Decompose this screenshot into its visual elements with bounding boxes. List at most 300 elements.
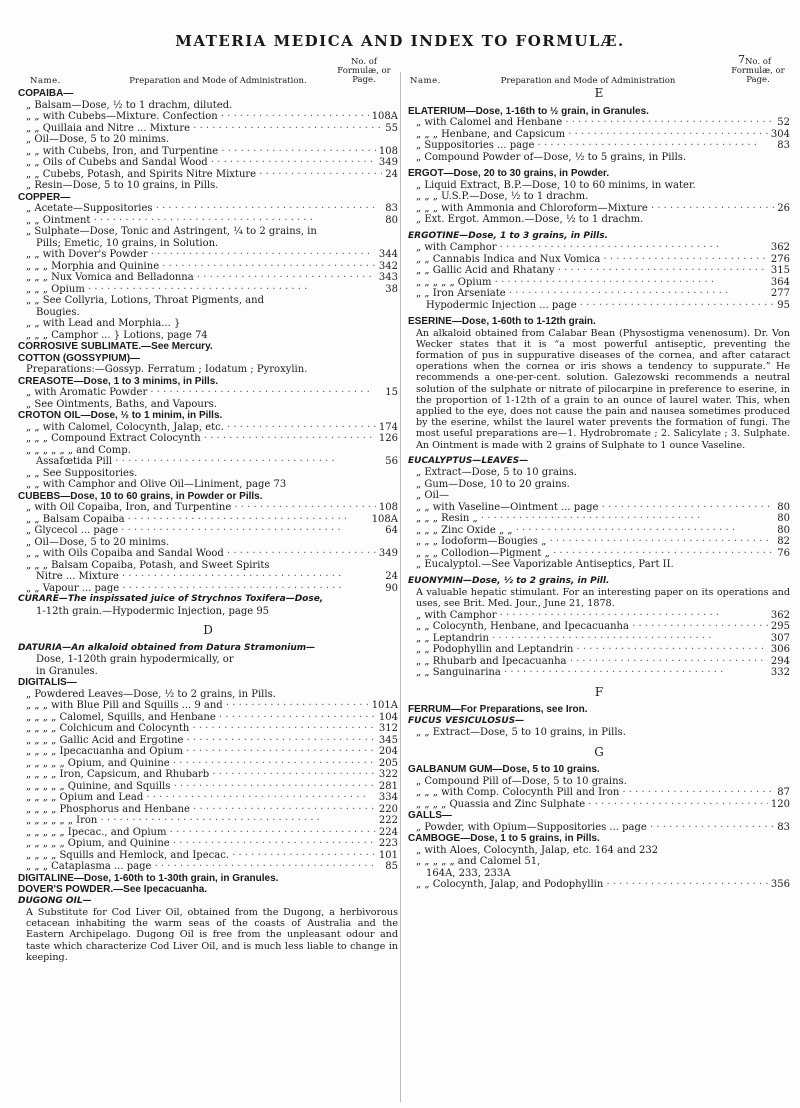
entry-reference: 64 [382, 525, 398, 537]
index-entry [18, 284, 398, 296]
entry-text: „ with Camphor · · [416, 610, 790, 622]
entry-text: „ „ „ „ Phosphorus and Henbane · · [26, 804, 398, 816]
index-entry [18, 364, 398, 376]
entry-text: DIGITALIS— [18, 677, 77, 688]
index-entry [18, 226, 398, 238]
entry-text: ELATERIUM—Dose, 1-16th to ½ grain, in Granules. [408, 105, 649, 117]
entry-text: „ „ Ointment · · [26, 215, 398, 227]
index-entry [408, 536, 790, 548]
index-entry [408, 833, 790, 845]
index-entry [18, 850, 398, 862]
page-title: MATERIA MEDICA AND INDEX TO FORMULÆ. [175, 32, 625, 50]
entry-reference: 223 [376, 838, 398, 850]
index-entry [408, 656, 790, 668]
section-letter-e: E [594, 86, 604, 100]
index-entry [18, 594, 398, 606]
index-entry [408, 845, 790, 857]
entry-reference: 304 [768, 129, 790, 141]
index-entry [18, 88, 398, 100]
index-entry [18, 134, 398, 146]
index-entry [18, 677, 398, 689]
entry-reference: 101 [376, 850, 398, 862]
entry-text: „ „ „ Resin „ · · [416, 513, 790, 525]
entry-reference: 332 [768, 667, 790, 679]
index-entry [18, 502, 398, 514]
index-entry [408, 822, 790, 834]
entry-text: „ „ Oils of Cubebs and Sandal Wood · · [26, 157, 398, 169]
index-entry [18, 456, 398, 468]
entry-reference: 281 [376, 781, 398, 793]
entry-text: „ „ Cannabis Indica and Nux Vomica · · [416, 254, 790, 266]
section-letter-f: F [594, 684, 604, 699]
index-entry [18, 804, 398, 816]
index-entry [408, 152, 790, 164]
entry-text: EUONYMIN—Dose, ½ to 2 grains, in Pill. [408, 575, 610, 586]
entry-text: „ „ „ „ Opium and Lead · · [26, 792, 398, 804]
entry-text: COPPER— [18, 191, 71, 203]
entry-reference: 307 [768, 633, 790, 645]
index-entry [18, 307, 398, 319]
entry-text: „ „ „ Morphia and Quinine · · [26, 261, 398, 273]
index-entry [408, 667, 790, 679]
index-entry [408, 106, 790, 118]
index-entry [18, 387, 398, 399]
index-entry [408, 868, 790, 880]
entry-reference: 342 [376, 261, 398, 273]
entry-text: „ Compound Pill of—Dose, 5 to 10 grains. [416, 775, 627, 787]
header-mode: Preparation and Mode of Administration. [129, 76, 307, 86]
index-entry [18, 769, 398, 781]
entry-text: „ „ Gallic Acid and Rhatany · · [416, 265, 790, 277]
entry-text: „ „ „ U.S.P.—Dose, ½ to 1 drachm. [416, 191, 589, 202]
entries-c [18, 88, 398, 617]
entry-reference: 362 [768, 242, 790, 254]
entry-text: „ „ with Cubebs, Iron, and Turpentine · · [26, 146, 398, 158]
entry-text: EUCALYPTUS—LEAVES— [408, 455, 529, 466]
entry-text: „ „ Colocynth, Henbane, and Ipecacuanha · · [416, 621, 790, 633]
entry-reference: 108A [369, 514, 398, 526]
index-entry [18, 896, 398, 908]
entry-text: „ „ „ „ „ Quinine, and Squills · · [26, 781, 398, 793]
entry-text: „ „ „ „ Gallic Acid and Ergotine · · [26, 735, 398, 747]
entry-text: „ Oil—Dose, 5 to 20 minims. [26, 134, 170, 145]
entry-text: „ „ with Oils Copaiba and Sandal Wood · · [26, 548, 398, 560]
entry-text: COTTON (GOSSYPIUM)— [18, 352, 141, 364]
entry-reference: 108 [376, 502, 398, 514]
entry-text: „ „ „ „ „ „ and Comp. [26, 444, 131, 456]
index-entry [18, 838, 398, 850]
index-entry [18, 735, 398, 747]
entry-reference: 349 [376, 548, 398, 560]
entry-reference: 174 [376, 422, 398, 434]
entry-reference: 80 [382, 215, 398, 227]
entry-text: „ Acetate—Suppositories · · [26, 203, 398, 215]
entry-text: „ „ „ with Ammonia and Chloroform—Mixture · · [416, 203, 790, 215]
entry-text: „ „ Leptandrin · · [416, 633, 790, 645]
index-entry [18, 157, 398, 169]
index-entry [408, 621, 790, 633]
index-entry [18, 548, 398, 560]
entry-reference: 344 [376, 249, 398, 261]
index-entry [18, 827, 398, 839]
entry-text: „ Ext. Ergot. Ammon.—Dose, ½ to 1 drachm. [416, 214, 644, 225]
entry-text: Preparations:—Gossyp. Ferratum ; Iodatum ; Pyroxylin. [26, 364, 308, 375]
entries-d [18, 643, 398, 908]
entry-reference: 108A [369, 111, 398, 123]
index-entry [18, 700, 398, 712]
entry-text: „ „ „ „ Calomel, Squills, and Henbane · · [26, 712, 398, 724]
entry-text: „ with Oil Copaiba, Iron, and Turpentine · · [26, 502, 398, 514]
index-entry [18, 238, 398, 250]
entry-text: „ Compound Powder of—Dose, ½ to 5 grains, in Pills. [416, 151, 687, 163]
index-entry [18, 261, 398, 273]
entry-text: ESERINE—Dose, 1-60th to 1-12th grain. [408, 316, 596, 327]
entry-text: DUGONG OIL— [18, 895, 92, 906]
entry-text: „ „ „ Opium · · [26, 284, 398, 296]
entry-text: „ „ Extract—Dose, 5 to 10 grains, in Pills. [416, 727, 626, 739]
entry-text: „ „ „ Zinc Oxide „ „ · · [416, 525, 790, 537]
index-entry [408, 456, 790, 468]
entry-text: ERGOT—Dose, 20 to 30 grains, in Powder. [408, 168, 610, 179]
entry-text: „ „ „ „ „ and Calomel 51, [416, 856, 541, 868]
entry-text: DATURIA—An alkaloid obtained from Datura Stramonium— [18, 642, 316, 653]
entry-text: FUCUS VESICULOSUS— [408, 715, 525, 726]
entry-reference: 277 [768, 288, 790, 300]
entry-reference: 108 [376, 146, 398, 158]
entry-text: „ Extract—Dose, 5 to 10 grains. [416, 467, 577, 479]
entry-reference: 24 [382, 571, 398, 583]
index-entry [18, 111, 398, 123]
index-entry [18, 525, 398, 537]
entry-text: „ „ Rhubarb and Ipecacuanha · · [416, 656, 790, 668]
entry-reference: 345 [376, 735, 398, 747]
entry-text: „ Balsam—Dose, ½ to 1 drachm, diluted. [26, 99, 233, 111]
index-entry [18, 215, 398, 227]
entry-text: 1-12th grain.—Hypodermic Injection, page 95 [36, 605, 270, 617]
entry-text: CREASOTE—Dose, 1 to 3 minims, in Pills. [18, 375, 219, 387]
entry-text: CUBEBS—Dose, 10 to 60 grains, in Powder or Pills. [18, 490, 263, 502]
header-name: Name. [410, 76, 441, 86]
index-entry [18, 272, 398, 284]
entry-text: CROTON OIL—Dose, ½ to 1 minim, in Pills. [18, 410, 223, 421]
entry-reference: 343 [376, 272, 398, 284]
entry-text: „ Suppositories ... page · · [416, 140, 790, 152]
entry-text: „ „ with Lead and Morphia... } [26, 318, 181, 329]
entry-text: „ „ „ „ Colchicum and Colocynth · · [26, 723, 398, 735]
entry-text: Bougies. [36, 306, 80, 318]
index-entry [408, 727, 790, 739]
index-entry [18, 169, 398, 181]
index-entry [18, 479, 398, 491]
entry-text: „ „ „ „ „ Ipecac., and Opium · · [26, 827, 398, 839]
index-entry [18, 180, 398, 192]
index-entry [18, 583, 398, 595]
right-column [408, 58, 790, 891]
index-entry [18, 399, 398, 411]
index-entry [408, 203, 790, 215]
index-entry [408, 576, 790, 588]
entry-reference: 205 [376, 758, 398, 770]
entries-e [408, 106, 790, 328]
entry-text: „ „ „ „ Quassia and Zinc Sulphate · · [416, 799, 790, 811]
entry-text: „ with Camphor · · [416, 242, 790, 254]
entry-reference: 87 [774, 787, 790, 799]
entry-reference: 90 [382, 583, 398, 595]
entry-text: „ „ with Calomel, Colocynth, Jalap, etc. · · [26, 422, 398, 434]
entry-text: „ with Calomel and Henbane · · [416, 117, 790, 129]
entry-text: „ with Aloes, Colocynth, Jalap, etc. 164 and 232 [416, 844, 659, 856]
index-entry [18, 330, 398, 342]
index-entry [18, 491, 398, 503]
entry-text: „ Oil—Dose, 5 to 20 minims. [26, 536, 170, 548]
entry-reference: 364 [768, 277, 790, 289]
entry-text: „ Liquid Extract, B.P.—Dose, 10 to 60 minims, in water. [416, 179, 696, 191]
entry-text: „ „ Iron Arseniate · · [416, 288, 790, 300]
index-entry [18, 571, 398, 583]
entry-text: „ See Ointments, Baths, and Vapours. [26, 398, 217, 410]
entry-reference: 24 [382, 169, 398, 181]
entry-text: Hypodermic Injection ... page · · [426, 300, 790, 312]
entry-reference: 126 [376, 433, 398, 445]
index-entry [408, 704, 790, 716]
entry-text: „ „ Sanguinarina · · [416, 667, 790, 679]
entry-reference: 38 [382, 284, 398, 296]
entry-reference: 95 [774, 300, 790, 312]
index-entry [408, 856, 790, 868]
entry-text: CAMBOGE—Dose, 1 to 5 grains, in Pills. [408, 833, 600, 845]
entry-reference: 362 [768, 610, 790, 622]
entry-reference: 80 [774, 525, 790, 537]
entry-reference: 101A [369, 700, 398, 712]
index-entry [408, 502, 790, 514]
index-entry [18, 643, 398, 655]
eserine-description: An alkaloid obtained from Calabar Bean (Physostigma venenosum). Dr. Von Wecker states that it is “a most powerful antiseptic, preventing the formation of pus in suppurative diseases of the cornea, and after cataract operations when the cornea or iris shows a tendency to suppurate.” He recommends a one-per-cent. solution. Galezowski recommends a neutral solution of the sulphate or nitrate of pilocarpine in preference to eserine, in the proportion of 1-12th of a grain to an ounce of laurel water. This, when applied to the eye, does not cause the pain and nausea sometimes produced by the eserine, whilst the laurel water prevents the formation of fungi. The most useful preparations are—1. Hydrobromate ; 2. Salicylate ; 3. Sulphate. An Ointment is made with 2 grains of Sulphate to 1 ounce Vaseline. [416, 327, 790, 451]
entry-text: „ Sulphate—Dose, Tonic and Astringent, ¼ to 2 grains, in [26, 226, 317, 237]
entry-reference: 80 [774, 513, 790, 525]
entry-text: „ Glycecol ... page · · [26, 525, 398, 537]
entry-reference: 55 [382, 123, 398, 135]
entries-g [408, 764, 790, 891]
entries-f [408, 704, 790, 739]
index-entry [408, 513, 790, 525]
index-entry [408, 879, 790, 891]
header-formula: No. of Formulæ, or Page. [337, 57, 391, 85]
header-formula: No. of Formulæ, or Page. [731, 57, 785, 85]
entry-text: „ „ Balsam Copaiba · · [26, 514, 398, 526]
entry-reference: 356 [768, 879, 790, 891]
entries-euonymin [408, 610, 790, 679]
index-entry [18, 537, 398, 549]
index-entry [18, 146, 398, 158]
entry-text: „ „ with Cubebs—Mixture. Confection · · [26, 111, 398, 123]
entry-text: 164A, 233, 233A [426, 867, 511, 879]
entry-reference: 104 [376, 712, 398, 724]
index-entry [18, 433, 398, 445]
entry-text: GALBANUM GUM—Dose, 5 to 10 grains. [408, 764, 600, 776]
index-entry [18, 249, 398, 261]
index-entry [408, 633, 790, 645]
left-column-header [18, 58, 398, 88]
entry-text: „ „ See Suppositories. [26, 467, 138, 479]
index-entry [408, 191, 790, 203]
index-entry [18, 410, 398, 422]
header-mode: Preparation and Mode of Administration [500, 76, 676, 86]
entry-text: „ Oil— [416, 490, 449, 502]
entry-text: „ „ „ „ Ipecacuanha and Opium · · [26, 746, 398, 758]
entries-eucalyptus [408, 456, 790, 588]
entry-reference: 334 [376, 792, 398, 804]
entry-text: „ „ „ Balsam Copaiba, Potash, and Sweet Spirits [26, 559, 270, 571]
entry-reference: 294 [768, 656, 790, 668]
entry-text: DOVER'S POWDER.—See Ipecacuanha. [18, 884, 208, 895]
entry-reference: 204 [376, 746, 398, 758]
index-entry [408, 242, 790, 254]
index-entry [408, 559, 790, 571]
index-entry [408, 140, 790, 152]
index-entry [408, 490, 790, 502]
entry-reference: 349 [376, 157, 398, 169]
entry-reference: 224 [376, 827, 398, 839]
index-entry [18, 445, 398, 457]
entry-text: „ Gum—Dose, 10 to 20 grains. [416, 478, 570, 490]
index-entry [18, 341, 398, 353]
entry-reference: 295 [768, 621, 790, 633]
entry-text: COPAIBA— [18, 88, 74, 99]
entry-reference: 322 [376, 769, 398, 781]
index-entry [408, 467, 790, 479]
column-divider [400, 72, 401, 1102]
entry-text: „ „ Podophyllin and Leptandrin · · [416, 644, 790, 656]
header-name: Name. [30, 76, 61, 86]
section-letter-d: D [203, 623, 213, 637]
left-column [18, 58, 398, 963]
index-entry [18, 100, 398, 112]
index-entry [408, 644, 790, 656]
index-entry [18, 654, 398, 666]
index-entry [18, 746, 398, 758]
index-entry [18, 723, 398, 735]
index-entry [18, 376, 398, 388]
index-entry [18, 123, 398, 135]
entry-reference: 83 [382, 203, 398, 215]
entry-text: „ „ „ „ „ Opium · · [416, 277, 790, 289]
index-entry [18, 318, 398, 330]
index-entry [408, 129, 790, 141]
entry-text: „ „ „ „ „ Opium, and Quinine · · [26, 758, 398, 770]
entry-text: „ „ with Dover's Powder · · [26, 249, 398, 261]
entry-reference: 83 [774, 140, 790, 152]
entry-text: FERRUM—For Preparations, see Iron. [408, 704, 588, 716]
entry-text: „ „ Cubebs, Potash, and Spirits Nitre Mixture · · [26, 169, 398, 181]
entry-reference: 56 [382, 456, 398, 468]
entry-text: in Granules. [36, 665, 98, 677]
index-entry [18, 468, 398, 480]
entry-text: „ „ Vapour ... page · · [26, 583, 398, 595]
entry-text: GALLS— [408, 810, 452, 822]
entry-text: „ „ with Vaseline—Ointment ... page · · [416, 502, 790, 514]
index-entry [18, 873, 398, 885]
entry-text: „ „ „ Nux Vomica and Belladonna · · [26, 272, 398, 284]
index-entry [18, 815, 398, 827]
entry-text: „ Eucalyptol.—See Vaporizable Antiseptics, Part II. [416, 559, 674, 571]
index-entry [18, 295, 398, 307]
entry-reference: 76 [774, 548, 790, 560]
index-entry [408, 799, 790, 811]
dugong-description: A Substitute for Cod Liver Oil, obtained from the Dugong, a herbivorous cetacean inhabiting the warm seas of the coasts of Australia and the Eastern Archipelago. Dugong Oil is free from the unpleasant odour and taste which characterize Cod Liver Oil, and is much less liable to change in keeping. [26, 907, 398, 963]
index-entry [18, 689, 398, 701]
entry-text: „ „ „ Compound Extract Colocynth · · [26, 433, 398, 445]
entry-reference: 315 [768, 265, 790, 277]
entry-text: „ „ with Camphor and Olive Oil—Liniment, page 73 [26, 479, 287, 490]
index-entry [408, 716, 790, 728]
index-entry [408, 117, 790, 129]
index-entry [18, 422, 398, 434]
entry-text: „ „ „ Camphor ... } Lotions, page 74 [26, 329, 208, 341]
entry-reference: 120 [768, 799, 790, 811]
page-number: 7 [738, 53, 745, 66]
index-entry [408, 231, 790, 243]
index-entry [408, 776, 790, 788]
entry-text: Pills; Emetic, 10 grains, in Solution. [36, 237, 219, 249]
index-entry [18, 606, 398, 618]
entry-text: Nitre ... Mixture · · [36, 571, 398, 583]
index-entry [408, 316, 790, 328]
index-entry [18, 884, 398, 896]
entry-text: „ „ Colocynth, Jalap, and Podophyllin · · [416, 879, 790, 891]
index-entry [408, 548, 790, 560]
entry-reference: 80 [774, 502, 790, 514]
entry-reference: 83 [774, 822, 790, 834]
index-entry [18, 861, 398, 873]
index-entry [408, 300, 790, 312]
entry-reference: 312 [376, 723, 398, 735]
index-entry [18, 560, 398, 572]
entry-reference: 26 [774, 203, 790, 215]
entry-text: „ „ „ with Blue Pill and Squills ... 9 and · · [26, 700, 398, 712]
right-column-header [408, 58, 790, 88]
euonymin-description: A valuable hepatic stimulant. For an interesting paper on its operations and uses, see Brit. Med. Jour., June 21, 1878. [416, 587, 790, 610]
index-entry [18, 758, 398, 770]
entry-text: „ „ See Collyria, Lotions, Throat Pigments, and [26, 295, 264, 306]
entry-text: Dose, 1-120th grain hypodermically, or [36, 654, 234, 665]
entry-reference: 220 [376, 804, 398, 816]
entry-text: „ „ „ „ „ „ Iron · · [26, 815, 398, 827]
entry-reference: 82 [774, 536, 790, 548]
entry-text: „ „ „ „ Iron, Capsicum, and Rhubarb · · [26, 769, 398, 781]
entry-reference: 52 [774, 117, 790, 129]
index-entry [18, 666, 398, 678]
index-entry [408, 180, 790, 192]
entry-text: „ „ „ Cataplasma ... page · · [26, 861, 398, 873]
index-entry [18, 792, 398, 804]
entry-reference: 222 [376, 815, 398, 827]
entry-text: „ Resin—Dose, 5 to 10 grains, in Pills. [26, 180, 219, 191]
entry-text: DIGITALINE—Dose, 1-60th to 1-30th grain, in Granules. [18, 872, 279, 884]
index-entry [18, 353, 398, 365]
entry-reference: 306 [768, 644, 790, 656]
entry-text: „ „ „ Collodion—Pigment „ · · [416, 548, 790, 560]
entry-text: „ „ „ „ „ Opium, and Quinine · · [26, 838, 398, 850]
index-entry [408, 479, 790, 491]
entry-text: „ „ „ with Comp. Colocynth Pill and Iron · · [416, 787, 790, 799]
section-letter-g: G [594, 744, 604, 759]
entry-reference: 15 [382, 387, 398, 399]
index-entry [408, 525, 790, 537]
index-entry [408, 254, 790, 266]
entry-text: ERGOTINE—Dose, 1 to 3 grains, in Pills. [408, 230, 608, 241]
index-entry [408, 810, 790, 822]
index-entry [408, 288, 790, 300]
